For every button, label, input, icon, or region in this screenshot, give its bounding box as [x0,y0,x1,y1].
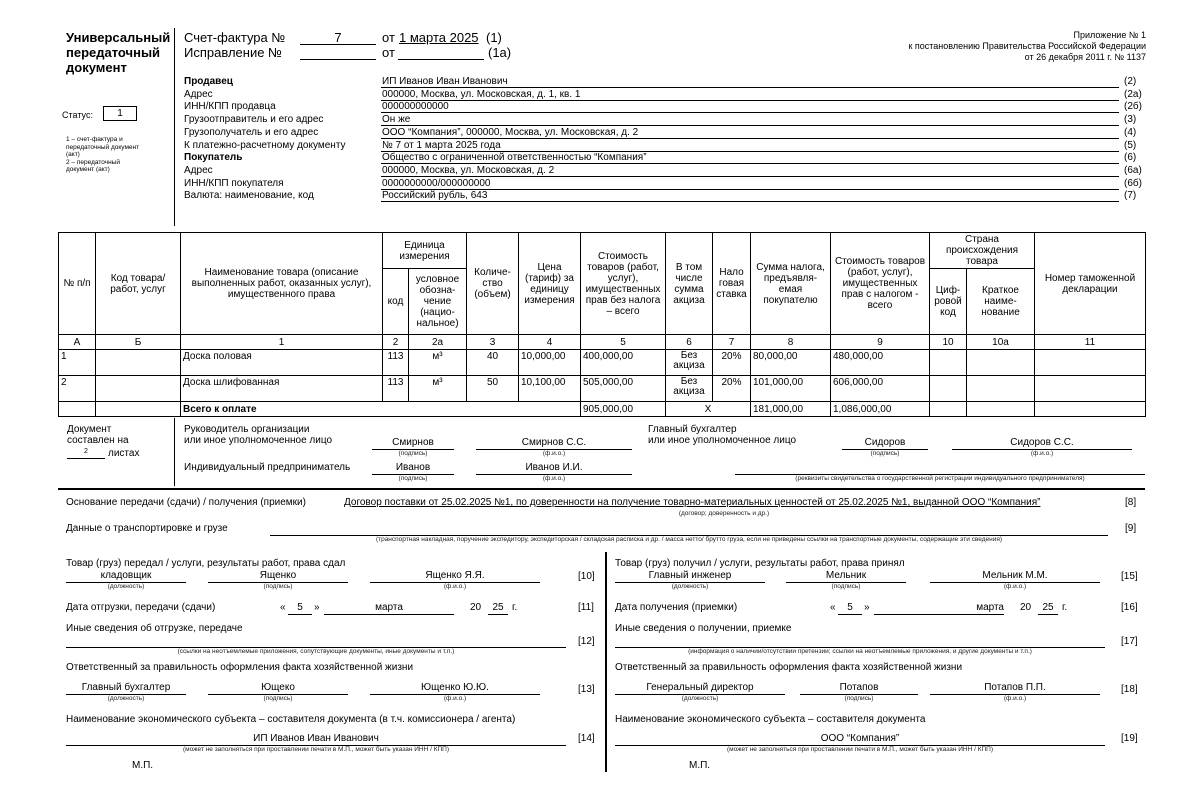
party-label: Грузоотправитель и его адрес [184,114,324,125]
received-label: Товар (груз) получил / услуги, результаты работ, права принял [615,558,905,569]
col-header-country-code: Циф- ровой код [930,269,967,335]
party-value-line [381,112,1119,113]
cell-empty [967,376,1035,402]
doc-pages-label [67,424,129,446]
handed-sign: Ященко [259,570,297,581]
col-header-unit-name: условное обозна- чение (нацио- нальное) [409,269,467,335]
col-header-rate: Нало говая ставка [713,233,751,335]
total-cell-empty [930,402,967,417]
doc-title [66,30,170,75]
col-header-np: № п/п [59,233,96,335]
hint-pos: (должность) [107,695,145,702]
left-resp-label: Ответственный за правильность оформления факта хозяйственной жизни [66,662,414,673]
party-value-line [381,138,1119,139]
invoice-label: Счет-фактура № [184,30,286,45]
ip-name: Иванов И.И. [525,462,583,473]
column-index-cell: 5 [581,335,666,350]
ship-year-line [488,614,508,615]
invoice-number: 7 [334,30,342,45]
received-sign: Мельник [825,570,867,581]
status-note: 2 – передаточный [66,158,120,166]
right-entity-code: [19] [1121,733,1138,744]
status-note: (акт) [66,151,80,158]
header-divider [174,28,175,226]
cell-np: 1 [59,350,96,376]
right-resp-name: Потапов П.П. [984,682,1046,693]
correction-from: от [382,45,395,60]
chief-acc-sign: Сидоров [864,437,906,448]
cell-empty [1035,350,1146,376]
hint-sign: (подпись) [844,695,874,702]
chief-acc-name: Сидоров С.С. [1010,437,1074,448]
chief-acc-line: Главный бухгалтер [648,424,737,435]
right-resp-sign: Потапов [839,682,879,693]
party-label: Адрес [184,165,213,176]
status-note: передаточный документ [66,143,140,151]
basis-value: Договор поставки от 25.02.2025 №1, по доверенности на получение товарно-материальных ценностей от 25.02.2025 №1, выданной ООО “Компания” [344,497,1041,508]
recv-month: марта [976,602,1004,613]
party-label: К платежно-расчетному документу [184,140,346,151]
column-index-cell: 3 [467,335,519,350]
ship-day-line [288,614,312,615]
col-header-country-name: Краткое наиме- нование [967,269,1035,335]
right-other-code: [17] [1121,636,1138,647]
column-index-cell: 8 [751,335,831,350]
total-row [59,402,1146,417]
invoice-date: 1 марта 2025 [399,30,479,45]
left-entity-label: Наименование экономического субъекта – составителя документа (в т.ч. комиссионера / агента) [66,714,516,725]
party-code: (2) [1124,76,1137,87]
party-label: Валюта: наименование, код [184,190,314,201]
doc-pages-value: 2 [84,448,88,455]
correction-label: Исправление № [184,45,282,60]
total-label: Всего к оплате [181,402,581,417]
party-value: ИП Иванов Иван Иванович [382,76,508,87]
handed-label: Товар (груз) передал / услуги, результаты работ, права сдал [66,558,346,569]
party-value-line [381,125,1119,126]
cell-code [96,350,181,376]
cell-unit-name: м³ [409,350,467,376]
party-label: Грузополучатель и его адрес [184,127,319,138]
cell-excise: Без акциза [666,376,713,402]
basis-label: Основание передачи (сдачи) / получения (приемки) [66,497,306,508]
goods-table [58,232,1146,417]
party-label: Продавец [184,76,233,87]
left-other-label: Иные сведения об отгрузке, передаче [66,623,243,634]
cell-qty: 50 [467,376,519,402]
col-header-unit-code: код [383,269,409,335]
hint-ip-reg: (реквизиты свидетельства о государственной регистрации индивидуального предпринимателя) [795,475,1085,482]
cell-total: 480,000,00 [831,350,930,376]
cell-rate: 20% [713,376,751,402]
cell-unit-code: 113 [383,350,409,376]
hint-fio: (ф.и.о.) [1030,450,1054,457]
ship-date-label: Дата отгрузки, передачи (сдачи) [66,602,216,613]
basis-code: [8] [1125,497,1137,508]
head-label [184,424,332,446]
total-cell-empty [96,402,181,417]
invoice-number-line [300,44,376,45]
right-resp-code: [18] [1121,684,1138,695]
head-label-line: Руководитель организации [184,424,310,435]
party-code: (2а) [1124,89,1142,100]
doc-pages-suffix: листах [108,448,140,459]
total-sum: 1,086,000,00 [831,402,930,417]
col-header-price: Цена (тариф) за единицу измерения [519,233,581,335]
total-tax: 181,000,00 [751,402,831,417]
doc-pages-line: составлен на [67,435,129,446]
left-resp-name: Ющенко Ю.Ю. [421,682,489,693]
appendix-note [908,30,1146,63]
section-divider [58,488,1145,490]
cell-rate: 20% [713,350,751,376]
col-header-total: Стоимость товаров (работ, услуг), имущественных прав с налогом - всего [831,233,930,335]
status-value-box[interactable]: 1 [103,106,137,121]
head-name: Смирнов С.С. [521,437,587,448]
cell-name: Доска шлифованная [181,376,383,402]
hint-fio: (ф.и.о.) [542,450,566,457]
party-value: 000000, Москва, ул. Московская, д. 2 [382,165,555,176]
cell-np: 2 [59,376,96,402]
left-other-code: [12] [578,636,595,647]
year-suffix: г. [512,602,518,613]
hint-sign: (подпись) [263,695,293,702]
status-note: документ (акт) [66,166,110,173]
party-code: (2б) [1124,101,1142,112]
quote-close: » [864,602,870,613]
party-code: (6а) [1124,165,1142,176]
invoice-code: (1) [486,30,502,45]
left-resp-pos: Главный бухгалтер [81,682,171,693]
party-code: (7) [1124,190,1137,201]
correction-code: (1а) [488,45,512,60]
column-index-cell: 7 [713,335,751,350]
party-value: 000000, Москва, ул. Московская, д. 1, кв. 1 [382,89,581,100]
recv-year: 25 [1042,602,1054,613]
cell-empty [930,350,967,376]
correction-date-line [398,59,484,60]
correction-number-line [300,59,376,60]
recv-month-line [874,614,1004,615]
appendix-line: от 26 декабря 2011 г. № 1137 [1024,52,1146,62]
status-notes [66,136,139,174]
right-entity-label: Наименование экономического субъекта – составителя документа [615,714,926,725]
hint-fio: (ф.и.о.) [542,475,566,482]
cell-excise: Без акциза [666,350,713,376]
party-value: Общество с ограниченной ответственностью “Компания” [382,152,647,163]
party-value: Российский рубль, 643 [382,190,488,201]
party-value-line [381,163,1119,164]
column-index-cell: А [59,335,96,350]
cell-cost: 505,000,00 [581,376,666,402]
party-value-line [381,189,1119,190]
doc-pages-line-underline [67,458,105,459]
total-cell-empty [967,402,1035,417]
head-sign: Смирнов [392,437,434,448]
quote-open: « [280,602,286,613]
table-row [59,350,1146,376]
left-resp-code: [13] [578,684,595,695]
ship-year: 25 [492,602,504,613]
hint-fio: (ф.и.о.) [443,695,467,702]
basis-hint: (договор; доверенность и др.) [678,510,770,517]
party-code: (6б) [1124,178,1142,189]
transport-label: Данные о транспортировке и грузе [66,523,228,534]
recv-code: [16] [1121,602,1138,613]
transport-hint: (транспортная накладная, поручение экспедитору, экспедиторская / складская расписка и др. / масса нетто/ брутто груза, если не приведены ссылки на транспортные документы, содержащие эти сведения) [375,536,1003,543]
cell-price: 10,000,00 [519,350,581,376]
party-label: ИНН/КПП покупателя [184,178,284,189]
cell-tax: 101,000,00 [751,376,831,402]
hint-fio: (ф.и.о.) [443,583,467,590]
cell-empty [1035,376,1146,402]
doc-pages-line: Документ [67,424,112,435]
cell-qty: 40 [467,350,519,376]
cell-code [96,376,181,402]
column-index-cell: 9 [831,335,930,350]
chief-acc-line: или иное уполномоченное лицо [648,435,797,446]
cell-cost: 400,000,00 [581,350,666,376]
col-header-name: Наименование товара (описание выполненных работ, оказанных услуг), имущественного права [181,233,383,335]
left-resp-sign: Ющеко [261,682,295,693]
party-value-line [381,87,1119,88]
ship-year-prefix: 20 [470,602,482,613]
column-index-cell: 1 [181,335,383,350]
chief-acc-label [648,424,796,446]
total-cost: 905,000,00 [581,402,666,417]
cell-unit-name: м³ [409,376,467,402]
col-header-country: Страна происхождения товара [930,233,1035,269]
recv-day: 5 [847,602,853,613]
right-mp: М.П. [689,760,711,771]
sign-divider [174,418,175,486]
column-index-cell: 2 [383,335,409,350]
doc-title-line: передаточный [66,45,161,60]
cell-empty [967,350,1035,376]
received-pos: Главный инженер [648,570,732,581]
ip-sign: Иванов [395,462,431,473]
hint-sign: (подпись) [831,583,861,590]
column-index-cell: 4 [519,335,581,350]
column-index-row [59,335,1146,350]
column-index-cell: 6 [666,335,713,350]
cell-empty [930,376,967,402]
column-index-cell: 10 [930,335,967,350]
right-entity-hint: (может не заполняться при проставлении печати в М.П., может быть указан ИНН / КПП) [726,746,993,753]
party-code: (6) [1124,152,1137,163]
col-header-qty: Количе- ство (объем) [467,233,519,335]
handed-code: [10] [578,571,595,582]
invoice-from: от [382,30,395,45]
hint-fio: (ф.и.о.) [1003,695,1027,702]
center-divider [605,552,607,772]
handed-pos: кладовщик [100,570,152,581]
total-cell-empty [1035,402,1146,417]
col-header-cost: Стоимость товаров (работ, услуг), имущественных прав без налога – всего [581,233,666,335]
handed-name: Ященко Я.Я. [425,570,485,581]
right-other-label: Иные сведения о получении, приемке [615,623,792,634]
ship-month: марта [375,602,403,613]
column-index-cell: 2а [409,335,467,350]
hint-pos: (должность) [671,583,709,590]
appendix-line: к постановлению Правительства Российской Федерации [908,41,1146,51]
party-value: № 7 от 1 марта 2025 года [382,140,501,151]
recv-year-line [1038,614,1058,615]
left-entity-hint: (может не заполняться при проставлении печати в М.П., может быть указан ИНН / КПП) [182,746,449,753]
total-excise: X [666,402,751,417]
year-suffix: г. [1062,602,1068,613]
left-entity-code: [14] [578,733,595,744]
party-code: (5) [1124,140,1137,151]
party-value-line [381,100,1119,101]
right-resp-pos: Генеральный директор [646,682,754,693]
cell-price: 10,100,00 [519,376,581,402]
party-value: Он же [382,114,411,125]
quote-open: « [830,602,836,613]
ship-day: 5 [297,602,303,613]
status-label: Статус: [62,110,93,120]
recv-year-prefix: 20 [1020,602,1032,613]
party-value-line [381,201,1119,202]
transport-code: [9] [1125,523,1137,534]
party-value-line [381,176,1119,177]
hint-sign: (подпись) [870,450,900,457]
table-row [59,376,1146,402]
party-code: (3) [1124,114,1137,125]
head-label-line: или иное уполномоченное лицо [184,435,333,446]
hint-pos: (должность) [107,583,145,590]
party-value: 000000000000 [382,101,449,112]
col-header-unit: Единица измерения [383,233,467,269]
total-cell-empty [59,402,96,417]
hint-sign: (подпись) [398,450,428,457]
right-resp-label: Ответственный за правильность оформления факта хозяйственной жизни [615,662,963,673]
recv-day-line [838,614,862,615]
col-header-code: Код товара/ работ, услуг [96,233,181,335]
doc-title-line: документ [66,60,127,75]
column-index-cell: Б [96,335,181,350]
column-index-cell: 10а [967,335,1035,350]
col-header-customs: Номер таможенной декларации [1035,233,1146,335]
recv-date-label: Дата получения (приемки) [615,602,738,613]
appendix-line: Приложение № 1 [1073,30,1146,40]
ship-month-line [324,614,454,615]
party-label: Адрес [184,89,213,100]
right-entity-value: ООО “Компания” [820,733,900,744]
right-other-hint: (информация о наличии/отсутствии претензии; ссылки на неотъемлемые приложения, и другие документы и т.п.) [688,648,1032,655]
hint-pos: (должность) [681,695,719,702]
cell-total: 606,000,00 [831,376,930,402]
cell-tax: 80,000,00 [751,350,831,376]
hint-fio: (ф.и.о.) [1003,583,1027,590]
party-value: 0000000000/000000000 [382,178,491,189]
received-name: Мельник М.М. [982,570,1048,581]
party-code: (4) [1124,127,1137,138]
party-value: ООО “Компания”, 000000, Москва, ул. Московская, д. 2 [382,127,639,138]
doc-title-line: Универсальный [66,30,171,45]
column-index-cell: 11 [1035,335,1146,350]
col-header-excise: В том числе сумма акциза [666,233,713,335]
cell-name: Доска половая [181,350,383,376]
party-label: Покупатель [184,152,243,163]
hint-sign: (подпись) [398,475,428,482]
received-code: [15] [1121,571,1138,582]
left-other-hint: (ссылки на неотъемлемые приложения, сопутствующие документы, иные документы и т.п.) [177,648,455,655]
hint-sign: (подпись) [263,583,293,590]
ip-label: Индивидуальный предприниматель [184,462,351,473]
left-entity-value: ИП Иванов Иван Иванович [253,733,379,744]
left-mp: М.П. [132,760,154,771]
status-note: 1 – счет-фактура и [66,136,123,143]
party-label: ИНН/КПП продавца [184,101,276,112]
col-header-tax: Сумма налога, предъявля- емая покупателю [751,233,831,335]
cell-unit-code: 113 [383,376,409,402]
quote-close: » [314,602,320,613]
ship-code: [11] [578,602,594,613]
